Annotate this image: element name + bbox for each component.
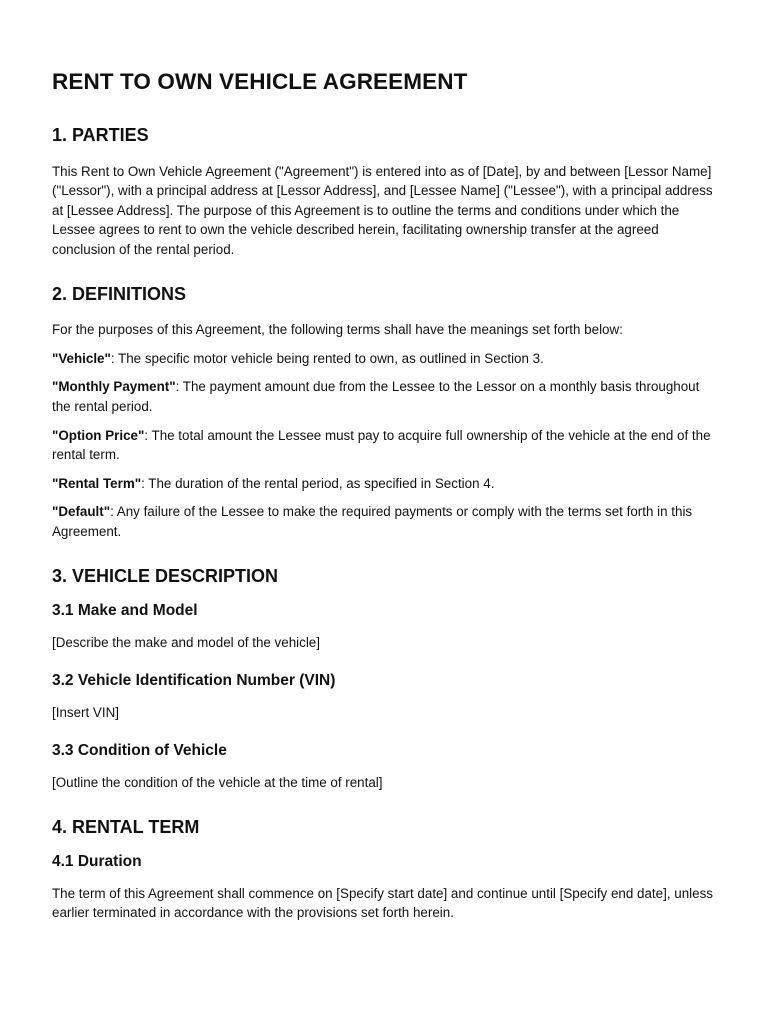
section-heading-vehicle-description: 3. VEHICLE DESCRIPTION <box>52 565 279 586</box>
subsection-heading: 3.1 Make and Model <box>52 602 198 620</box>
subsection-heading: 3.3 Condition of Vehicle <box>52 742 227 760</box>
section-parties <box>52 125 720 260</box>
definition-text: : The payment amount due from the Lessee to the Lessor on a monthly basis throughout the rental period. <box>52 379 700 414</box>
section-vehicle-description <box>52 566 720 793</box>
subsection-make-model <box>52 602 720 652</box>
subsection-heading: 3.2 Vehicle Identification Number (VIN) <box>52 672 336 690</box>
definition-item <box>52 502 720 541</box>
definition-text: : The specific motor vehicle being rented to own, as outlined in Section 3. <box>110 350 544 366</box>
subsection-condition <box>52 742 720 792</box>
subsection-duration <box>52 853 720 923</box>
subsection-heading: 4.1 Duration <box>52 853 142 871</box>
definition-text: : The total amount the Lessee must pay to acquire full ownership of the vehicle at the end of the rental term. <box>52 427 711 463</box>
subsection-body: The term of this Agreement shall commence on [Specify start date] and continue until [Specify end date], unless earlier terminated in accordance with the provisions set forth herein. <box>52 885 713 921</box>
section-rental-term <box>52 817 720 923</box>
subsection-body: [Outline the condition of the vehicle at the time of rental] <box>52 775 383 791</box>
subsection-vin <box>52 672 720 722</box>
section-heading-parties: 1. PARTIES <box>52 125 149 145</box>
definition-term: "Monthly Payment" <box>52 379 176 395</box>
subsection-body: [Insert VIN] <box>52 704 119 720</box>
definition-item <box>52 474 720 494</box>
definition-item <box>52 426 720 465</box>
definition-item <box>52 349 720 369</box>
definition-item <box>52 377 720 416</box>
section-definitions <box>52 284 720 542</box>
definition-term: "Default" <box>52 504 111 520</box>
definition-term: "Rental Term" <box>52 475 142 491</box>
definition-text: : The duration of the rental period, as specified in Section 4. <box>141 475 495 491</box>
definition-text: : Any failure of the Lessee to make the required payments or comply with the terms set forth in this Agreement. <box>52 504 693 539</box>
definition-term: "Option Price" <box>52 427 145 443</box>
definition-term: "Vehicle" <box>52 350 111 366</box>
definitions-intro: For the purposes of this Agreement, the following terms shall have the meanings set forth below: <box>52 322 623 338</box>
parties-paragraph: This Rent to Own Vehicle Agreement ("Agreement") is entered into as of [Date], by and between [Lessor Name] ("Lessor"), with a principal address at [Lessor Address], and [Lessee Name] ("Lessee"), with a principal address at [Lessee Address]. The purpose of this Agreement is to outline the terms and conditions under which the Lessee agrees to rent to own the vehicle described herein, facilitating ownership transfer at the agreed conclusion of the rental period. <box>52 163 713 257</box>
document-title: RENT TO OWN VEHICLE AGREEMENT <box>52 69 468 94</box>
subsection-body: [Describe the make and model of the vehicle] <box>52 634 320 650</box>
section-heading-rental-term: 4. RENTAL TERM <box>52 816 200 837</box>
section-heading-definitions: 2. DEFINITIONS <box>52 283 187 304</box>
